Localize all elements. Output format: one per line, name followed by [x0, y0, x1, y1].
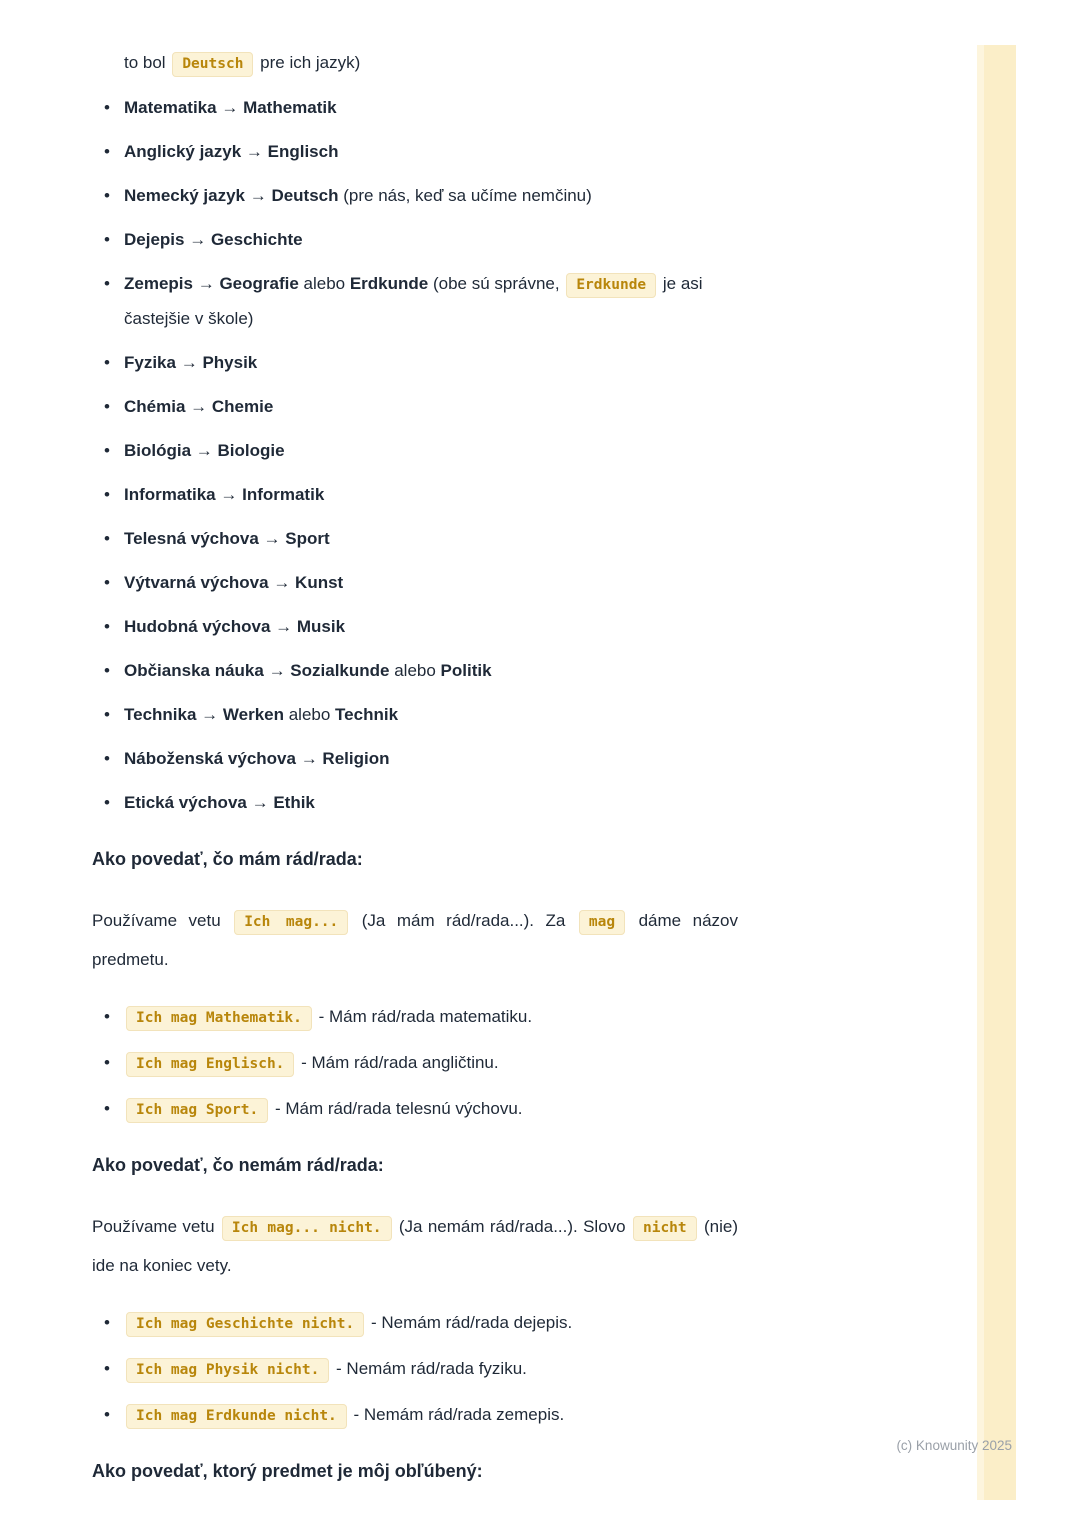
heading-dislike: Ako povedať, čo nemám rád/rada:: [92, 1155, 384, 1175]
code-badge: Ich mag...: [234, 910, 348, 935]
text-run: - Nemám rád/rada dejepis.: [366, 1313, 573, 1332]
bold-text: Etická výchova: [124, 793, 247, 812]
bold-text: Chemie: [211, 397, 274, 416]
page-accent-strip: [977, 45, 1016, 1500]
text-run: alebo: [298, 274, 350, 293]
like-intro-paragraph: [92, 902, 738, 979]
code-badge: Ich mag Geschichte nicht.: [126, 1312, 364, 1337]
list-item: [124, 478, 738, 512]
list-item: [124, 390, 738, 424]
bold-text: Englisch: [267, 142, 339, 161]
text-run: (pre nás, keď sa učíme nemčinu): [338, 186, 592, 205]
text-run: →: [246, 793, 274, 812]
bold-text: Nemecký jazyk: [124, 186, 245, 205]
list-item: [124, 179, 738, 213]
text-run: →: [196, 705, 223, 724]
bold-text: Geschichte: [210, 230, 303, 249]
list-item: [124, 223, 738, 257]
bold-text: Technika: [124, 705, 197, 724]
text-run: (nie) ide na koniec vety.: [92, 1217, 738, 1275]
list-item: [124, 698, 738, 732]
text-run: - Nemám rád/rada zemepis.: [348, 1405, 565, 1424]
code-badge: nicht: [633, 1216, 697, 1241]
text-run: →: [258, 529, 286, 548]
text-run: pre ich jazyk): [255, 53, 361, 72]
text-run: →: [215, 485, 243, 504]
bold-text: Anglický jazyk: [124, 142, 242, 161]
bold-text: Náboženská výchova: [124, 749, 296, 768]
text-run: alebo: [284, 705, 336, 724]
list-item: [124, 742, 738, 776]
code-badge: Ich mag Erdkunde nicht.: [126, 1404, 347, 1429]
code-badge: mag: [579, 910, 625, 935]
code-badge: Ich mag Physik nicht.: [126, 1358, 329, 1383]
text-run: (Ja nemám rád/rada...). Slovo: [393, 1217, 631, 1236]
code-badge: Erdkunde: [566, 273, 656, 298]
bold-text: Musik: [296, 617, 346, 636]
bold-text: Telesná výchova: [124, 529, 259, 548]
text-run: - Mám rád/rada angličtinu.: [296, 1053, 499, 1072]
text-run: Používame vetu: [92, 911, 233, 930]
list-item: [124, 522, 738, 556]
list-item: [124, 1001, 738, 1034]
code-badge: Ich mag Mathematik.: [126, 1006, 312, 1031]
text-run: →: [216, 98, 244, 117]
list-item: [124, 1307, 738, 1340]
list-item: [124, 1093, 738, 1126]
text-run: →: [192, 274, 220, 293]
bold-text: Werken: [222, 705, 284, 724]
bold-text: Dejepis: [124, 230, 185, 249]
list-item: [124, 654, 738, 688]
text-run: →: [244, 186, 272, 205]
list-item: [124, 786, 738, 820]
text-run: Používame vetu: [92, 1217, 220, 1236]
text-run: →: [295, 749, 323, 768]
list-item: [124, 1353, 738, 1386]
bold-text: Informatika: [124, 485, 216, 504]
text-run: to bol: [124, 53, 171, 72]
code-badge: Ich mag... nicht.: [222, 1216, 392, 1241]
heading-like: Ako povedať, čo mám rád/rada:: [92, 849, 363, 869]
code-badge: Ich mag Sport.: [126, 1098, 268, 1123]
text-run: →: [241, 142, 268, 161]
bold-text: Výtvarná výchova: [124, 573, 269, 592]
list-item: [124, 566, 738, 600]
bold-text: Biologie: [217, 441, 285, 460]
bold-text: Technik: [335, 705, 399, 724]
bold-text: Sport: [285, 529, 330, 548]
list-item: [124, 1399, 738, 1432]
bold-text: Ethik: [273, 793, 315, 812]
text-run: (Ja mám rád/rada...). Za: [350, 911, 577, 930]
text-run: alebo: [389, 661, 441, 680]
code-badge: Deutsch: [172, 52, 253, 77]
bold-text: Zemepis: [124, 274, 193, 293]
bold-text: Informatik: [242, 485, 325, 504]
bold-text: Matematika: [124, 98, 217, 117]
bold-text: Kunst: [295, 573, 344, 592]
continuation-line: [92, 46, 738, 81]
text-run: - Mám rád/rada telesnú výchovu.: [270, 1099, 523, 1118]
text-run: →: [263, 661, 291, 680]
subjects-list: [92, 91, 738, 820]
dislike-intro-paragraph: [92, 1208, 738, 1285]
like-examples-list: [92, 1001, 738, 1126]
text-run: →: [184, 230, 211, 249]
bold-text: Deutsch: [271, 186, 339, 205]
list-item: [124, 610, 738, 644]
bold-text: Erdkunde: [349, 274, 429, 293]
text-run: - Mám rád/rada matematiku.: [313, 1007, 533, 1026]
text-run: →: [268, 573, 296, 592]
bold-text: Geografie: [219, 274, 299, 293]
heading-favorite: Ako povedať, ktorý predmet je môj obľúbený:: [92, 1461, 483, 1481]
dislike-examples-list: [92, 1307, 738, 1432]
list-item: [124, 91, 738, 125]
list-item: [124, 1047, 738, 1080]
list-item: [124, 434, 738, 468]
bold-text: Physik: [202, 353, 258, 372]
text-run: je asi častejšie v škole): [124, 274, 703, 328]
list-item: [124, 346, 738, 380]
list-item: [124, 135, 738, 169]
code-badge: Ich mag Englisch.: [126, 1052, 294, 1077]
text-run: →: [191, 441, 218, 460]
bold-text: Mathematik: [243, 98, 337, 117]
text-run: - Nemám rád/rada fyziku.: [331, 1359, 527, 1378]
bold-text: Religion: [322, 749, 390, 768]
copyright-note: (c) Knowunity 2025: [896, 1438, 1012, 1453]
text-run: →: [175, 353, 203, 372]
bold-text: Biológia: [124, 441, 192, 460]
text-run: (obe sú správne,: [428, 274, 565, 293]
list-item: [124, 267, 738, 336]
bold-text: Fyzika: [124, 353, 176, 372]
text-run: →: [270, 617, 297, 636]
bold-text: Chémia: [124, 397, 186, 416]
text-run: dáme názov predmetu.: [92, 911, 738, 969]
bold-text: Politik: [440, 661, 492, 680]
bold-text: Hudobná výchova: [124, 617, 271, 636]
bold-text: Občianska náuka: [124, 661, 264, 680]
bold-text: Sozialkunde: [290, 661, 390, 680]
text-run: →: [185, 397, 212, 416]
